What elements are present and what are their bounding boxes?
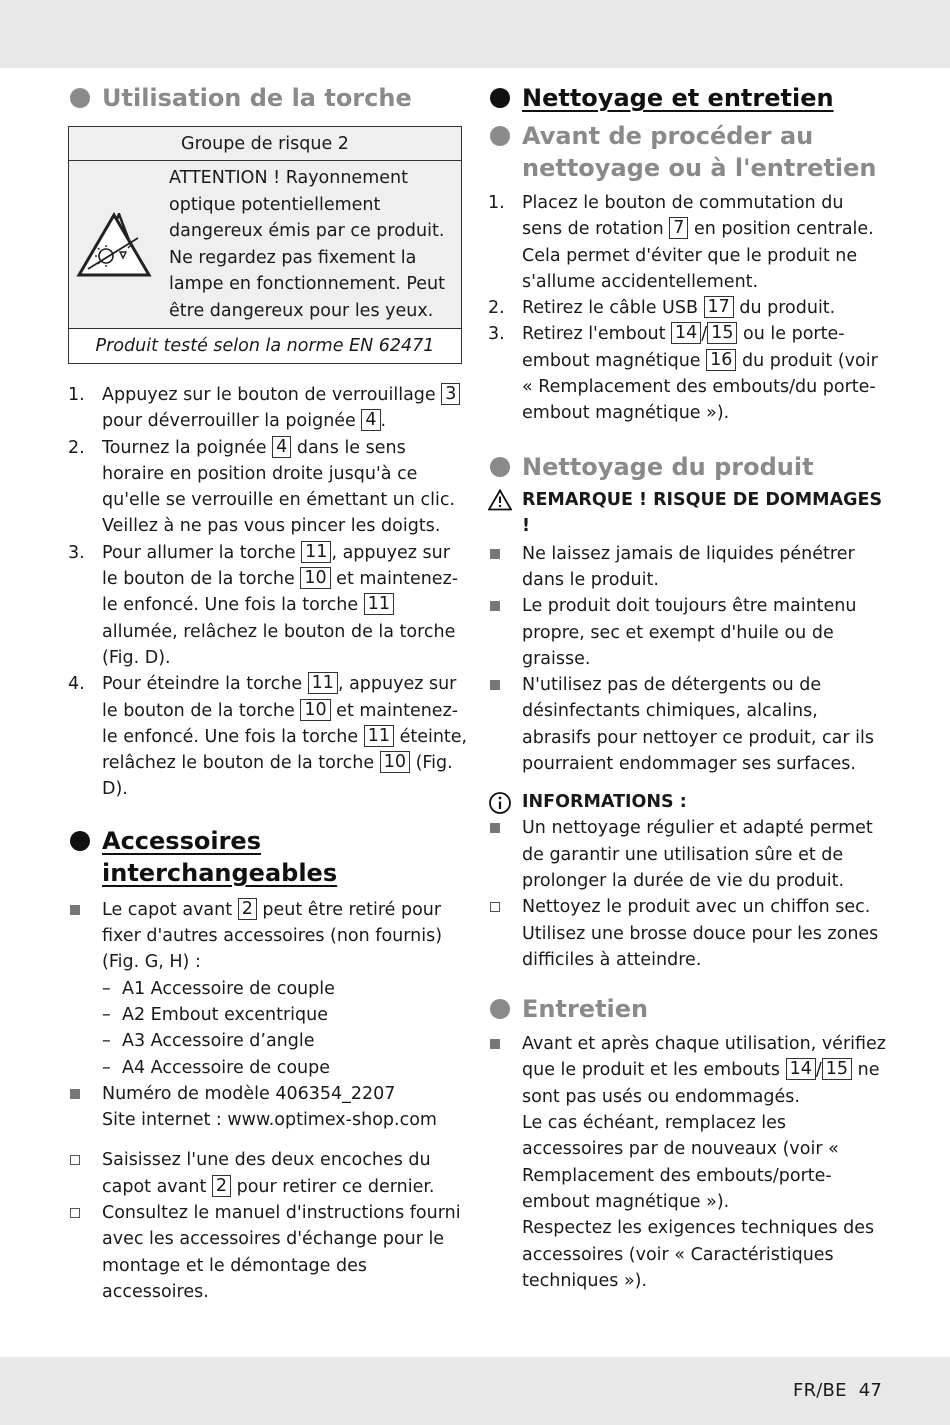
heading-product-cleaning: Nettoyage du produit [488, 451, 888, 483]
warning-body [69, 161, 461, 329]
part-ref: 17 [704, 296, 734, 318]
info-list [488, 815, 888, 973]
checkbox-bullet-icon [70, 1208, 80, 1218]
part-ref: 4 [272, 436, 291, 458]
laser-warning-box [68, 126, 462, 364]
heading-cleaning-maintenance: Nettoyage et entretien [488, 82, 888, 114]
square-bullet-icon [70, 1089, 80, 1099]
list-item: 1. Appuyez sur le bouton de verrouillage 3 pour déverrouiller la poignée 4 . [68, 382, 468, 435]
list-item: Le capot avant 2 peut être retiré pour fixer d'autres accessoires (non fournis) (Fig. G, H) : – A1 Accessoire de couple – A2 Embout excentrique – A3 Accessoire d’angle – A4 Accessoire de coupe [68, 897, 468, 1081]
part-ref: 7 [669, 217, 688, 239]
part-ref: 3 [441, 383, 460, 405]
optical-radiation-warning-icon [69, 165, 169, 324]
checkbox-bullet-icon [490, 902, 500, 912]
part-ref: 11 [308, 672, 338, 694]
part-ref: 10 [300, 567, 330, 589]
part-ref: 11 [364, 593, 394, 615]
damage-notice: REMARQUE ! RISQUE DE DOMMAGES ! [488, 487, 888, 539]
list-item: Avant et après chaque utilisation, vérifiez que le produit et les embouts 14 / 15 ne sont pas usés ou endommagés. Le cas échéant, remplacez les accessoires par de nouveaux (voir « Remplacement des embouts/porte-embout magnétique »). Respectez les exigences techniques des accessoires (voir « Caractéristiques techniques »). [488, 1031, 888, 1294]
square-bullet-icon [490, 680, 500, 690]
action-list [68, 1147, 468, 1305]
list-item: – A3 Accessoire d’angle [102, 1031, 315, 1052]
page-number: 47 [858, 1380, 882, 1401]
warning-text: ATTENTION ! Rayonnement optique potentiellement dangereux émis par ce produit. Ne regardez pas fixement la lampe en fonctionnement. Peut être dangereux pour les yeux. [169, 168, 445, 321]
header-band [0, 0, 950, 68]
list-item: – A2 Embout excentrique [102, 1004, 328, 1025]
list-item: 4. Pour éteindre la torche 11 , appuyez sur le bouton de la torche 10 et maintenez-le enfoncé. Une fois la torche 11 éteinte, relâchez le bouton de la torche 10 (Fig. D). [68, 673, 468, 800]
list-item: Saisissez l'une des deux encoches du capot avant 2 pour retirer ce dernier. [68, 1147, 468, 1200]
maintenance-list [488, 1031, 888, 1294]
torch-steps [68, 382, 468, 803]
list-item: Nettoyez le produit avec un chiffon sec. Utilisez une brosse douce pour les zones difficiles à atteindre. [488, 894, 888, 973]
heading-accessories: Accessoires interchangeables [68, 825, 328, 889]
part-ref: 14 [786, 1058, 816, 1080]
language-code: FR/BE [793, 1380, 847, 1401]
heading-before-cleaning: Avant de procéder au nettoyage ou à l'entretien [488, 120, 888, 184]
part-ref: 11 [301, 541, 331, 563]
right-column [488, 82, 888, 1294]
bullet-dot-icon [490, 88, 510, 108]
warning-triangle-icon [488, 489, 512, 519]
square-bullet-icon [490, 601, 500, 611]
list-item: N'utilisez pas de détergents ou de désinfectants chimiques, alcalins, abrasifs pour nettoyer ce produit, car ils pourraient endommager ses surfaces. [488, 672, 888, 777]
list-item: Un nettoyage régulier et adapté permet de garantir une utilisation sûre et de prolonger la durée de vie du produit. [488, 815, 888, 894]
part-ref: 2 [212, 1175, 231, 1197]
list-item: 1. Placez le bouton de commutation du sens de rotation 7 en position centrale. Cela permet d'éviter que le produit ne s'allume accidentellement. [488, 193, 874, 292]
left-column [68, 82, 468, 1305]
list-item: – A4 Accessoire de coupe [102, 1057, 331, 1078]
part-ref: 14 [671, 322, 701, 344]
bullet-dot-icon [490, 126, 510, 146]
list-item: Le produit doit toujours être maintenu propre, sec et exempt d'huile ou de graisse. [488, 593, 888, 672]
list-item: – A1 Accessoire de couple [102, 978, 335, 999]
test-standard: Produit testé selon la norme EN 62471 [95, 336, 435, 356]
checkbox-bullet-icon [70, 1155, 80, 1165]
information-notice: INFORMATIONS : [488, 789, 888, 815]
bullet-dot-icon [70, 88, 90, 108]
part-ref: 2 [238, 898, 257, 920]
heading-torch-use: Utilisation de la torche [68, 82, 468, 114]
part-ref: 11 [364, 725, 394, 747]
accessory-list [68, 897, 468, 1134]
bullet-dot-icon [490, 999, 510, 1019]
list-item: 2. Retirez le câble USB 17 du produit. [488, 297, 836, 319]
heading-maintenance: Entretien [488, 993, 888, 1025]
list-item: 2. Tournez la poignée 4 dans le sens horaire en position droite jusqu'à ce qu'elle se verrouille en émettant un clic. Veillez à ne pas vous pincer les doigts. [68, 436, 456, 537]
list-item: Numéro de modèle 406354_2207 Site internet : www.optimex-shop.com [68, 1081, 468, 1134]
part-ref: 10 [380, 751, 410, 773]
square-bullet-icon [490, 823, 500, 833]
bullet-dot-icon [490, 457, 510, 477]
part-ref: 4 [361, 409, 380, 431]
list-item: Ne laissez jamais de liquides pénétrer dans le produit. [488, 541, 888, 594]
square-bullet-icon [70, 905, 80, 915]
list-item: 3. Pour allumer la torche 11 , appuyez sur le bouton de la torche 10 et maintenez-le enfoncé. Une fois la torche 11 allumée, relâchez le bouton de la torche (Fig. D). [68, 541, 459, 668]
website: Site internet : www.optimex-shop.com [102, 1110, 437, 1131]
bullet-dot-icon [70, 831, 90, 851]
square-bullet-icon [490, 1039, 500, 1049]
part-ref: 15 [822, 1058, 852, 1080]
risk-group: Groupe de risque 2 [69, 127, 461, 161]
part-ref: 10 [300, 699, 330, 721]
page-footer [793, 1378, 882, 1404]
cleaning-steps [488, 190, 888, 427]
list-item: 3. Retirez l'embout 14 / 15 ou le porte-embout magnétique 16 du produit (voir « Remplacement des embouts/du porte-embout magnétique »). [488, 323, 878, 424]
notice-list [488, 541, 888, 778]
square-bullet-icon [490, 549, 500, 559]
part-ref: 16 [706, 349, 736, 371]
list-item: Consultez le manuel d'instructions fourni avec les accessoires d'échange pour le montage et le démontage des accessoires. [68, 1200, 468, 1305]
part-ref: 15 [707, 322, 737, 344]
